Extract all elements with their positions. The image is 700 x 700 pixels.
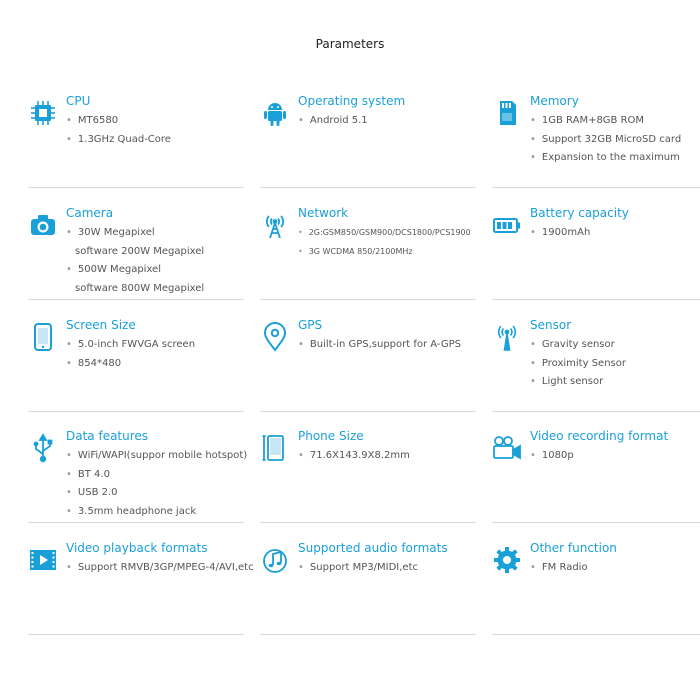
param-list [66,559,254,578]
param-value: • BT 4.0 [66,466,247,485]
video-camera-icon [492,433,522,463]
param-value: • WiFi/WAPI(suppor mobile hotspot) [66,447,247,466]
row-divider [260,299,476,300]
param-value: • 3G WCDMA 850/2100MHz [298,243,471,262]
param-value: • 500W Megapixel [66,261,204,280]
param-cell-sensor [492,318,700,414]
param-value: • Gravity sensor [530,336,626,355]
param-list [530,447,574,466]
camera-icon [28,210,58,240]
param-heading: Phone Size [298,429,364,443]
param-cell-phone-size [260,429,476,525]
param-list [530,559,588,578]
param-list [66,112,171,149]
param-cell-gps [260,318,476,414]
row-divider [28,187,244,188]
gear-icon [492,545,522,575]
param-heading: GPS [298,318,323,332]
antenna-icon [260,210,290,240]
battery-icon [492,210,522,240]
param-value: • Expansion to the maximum [530,149,681,168]
param-cell-video-playback-formats [28,541,254,637]
usb-icon [28,433,58,463]
sd-card-icon [492,98,522,128]
param-heading: Video playback formats [66,541,208,555]
cpu-icon [28,98,58,128]
row-divider [492,187,700,188]
param-value: • USB 2.0 [66,484,247,503]
row-divider [492,634,700,635]
param-value: • 1900mAh [530,224,590,243]
param-cell-network [260,206,476,302]
param-heading: Supported audio formats [298,541,448,555]
param-value: • 3.5mm headphone jack [66,503,247,522]
param-value: • 1.3GHz Quad-Core [66,131,171,150]
param-value: • FM Radio [530,559,588,578]
param-value: • 1080p [530,447,574,466]
phone-icon [28,322,58,352]
param-list [298,336,461,355]
android-icon [260,98,290,128]
param-list [530,224,590,243]
param-value: • 1GB RAM+8GB ROM [530,112,681,131]
param-cell-data-features [28,429,248,525]
param-value: • Light sensor [530,373,626,392]
row-divider [28,299,244,300]
param-value: software 800W Megapixel [75,282,205,294]
param-cell-other-function [492,541,700,637]
param-value: • 30W Megapixel [66,224,204,243]
param-value: • Support MP3/MIDI,etc [298,559,418,578]
param-cell-camera [28,206,244,302]
param-list [530,112,681,168]
param-list [66,224,204,298]
param-heading: Sensor [530,318,572,332]
param-heading: Camera [66,206,114,220]
param-list [66,336,195,373]
row-divider [492,522,700,523]
param-heading: Data features [66,429,149,443]
param-value: • 2G:GSM850/GSM900/DCS1800/PCS1900 [298,224,471,243]
phone-size-icon [260,433,290,463]
row-divider [28,634,244,635]
param-cell-screen-size [28,318,244,414]
row-divider [260,634,476,635]
row-divider [492,411,700,412]
param-list [530,336,626,392]
param-list [298,224,471,261]
param-cell-operating-system [260,94,476,190]
param-value: • MT6580 [66,112,171,131]
row-divider [28,522,244,523]
param-value: • Support 32GB MicroSD card [530,131,681,150]
music-icon [260,545,290,575]
param-heading: Network [298,206,349,220]
param-heading: Memory [530,94,579,108]
param-cell-battery-capacity [492,206,700,302]
page-title: Parameters [315,37,385,51]
param-value: • Android 5.1 [298,112,368,131]
param-cell-supported-audio-formats [260,541,476,637]
param-value: • Proximity Sensor [530,355,626,374]
param-list [298,559,418,578]
param-heading: Video recording format [530,429,669,443]
param-value: • 5.0-inch FWVGA screen [66,336,195,355]
param-cell-video-recording-format [492,429,700,525]
gps-pin-icon [260,322,290,352]
row-divider [260,187,476,188]
param-heading: Battery capacity [530,206,629,220]
param-value: • Built-in GPS,support for A-GPS [298,336,461,355]
param-list [298,112,368,131]
param-cell-memory [492,94,700,190]
param-value: • 854*480 [66,355,195,374]
param-heading: Operating system [298,94,406,108]
param-list [66,447,247,521]
sensor-icon [492,322,522,352]
param-value: software 200W Megapixel [75,245,205,257]
param-value: • Support RMVB/3GP/MPEG-4/AVI,etc [66,559,254,578]
param-list [298,447,410,466]
param-cell-cpu [28,94,244,190]
param-heading: Other function [530,541,617,555]
param-heading: Screen Size [66,318,136,332]
row-divider [28,411,244,412]
row-divider [260,411,476,412]
row-divider [492,299,700,300]
param-value: • 71.6X143.9X8.2mm [298,447,410,466]
param-heading: CPU [66,94,91,108]
video-play-icon [28,545,58,575]
row-divider [260,522,476,523]
